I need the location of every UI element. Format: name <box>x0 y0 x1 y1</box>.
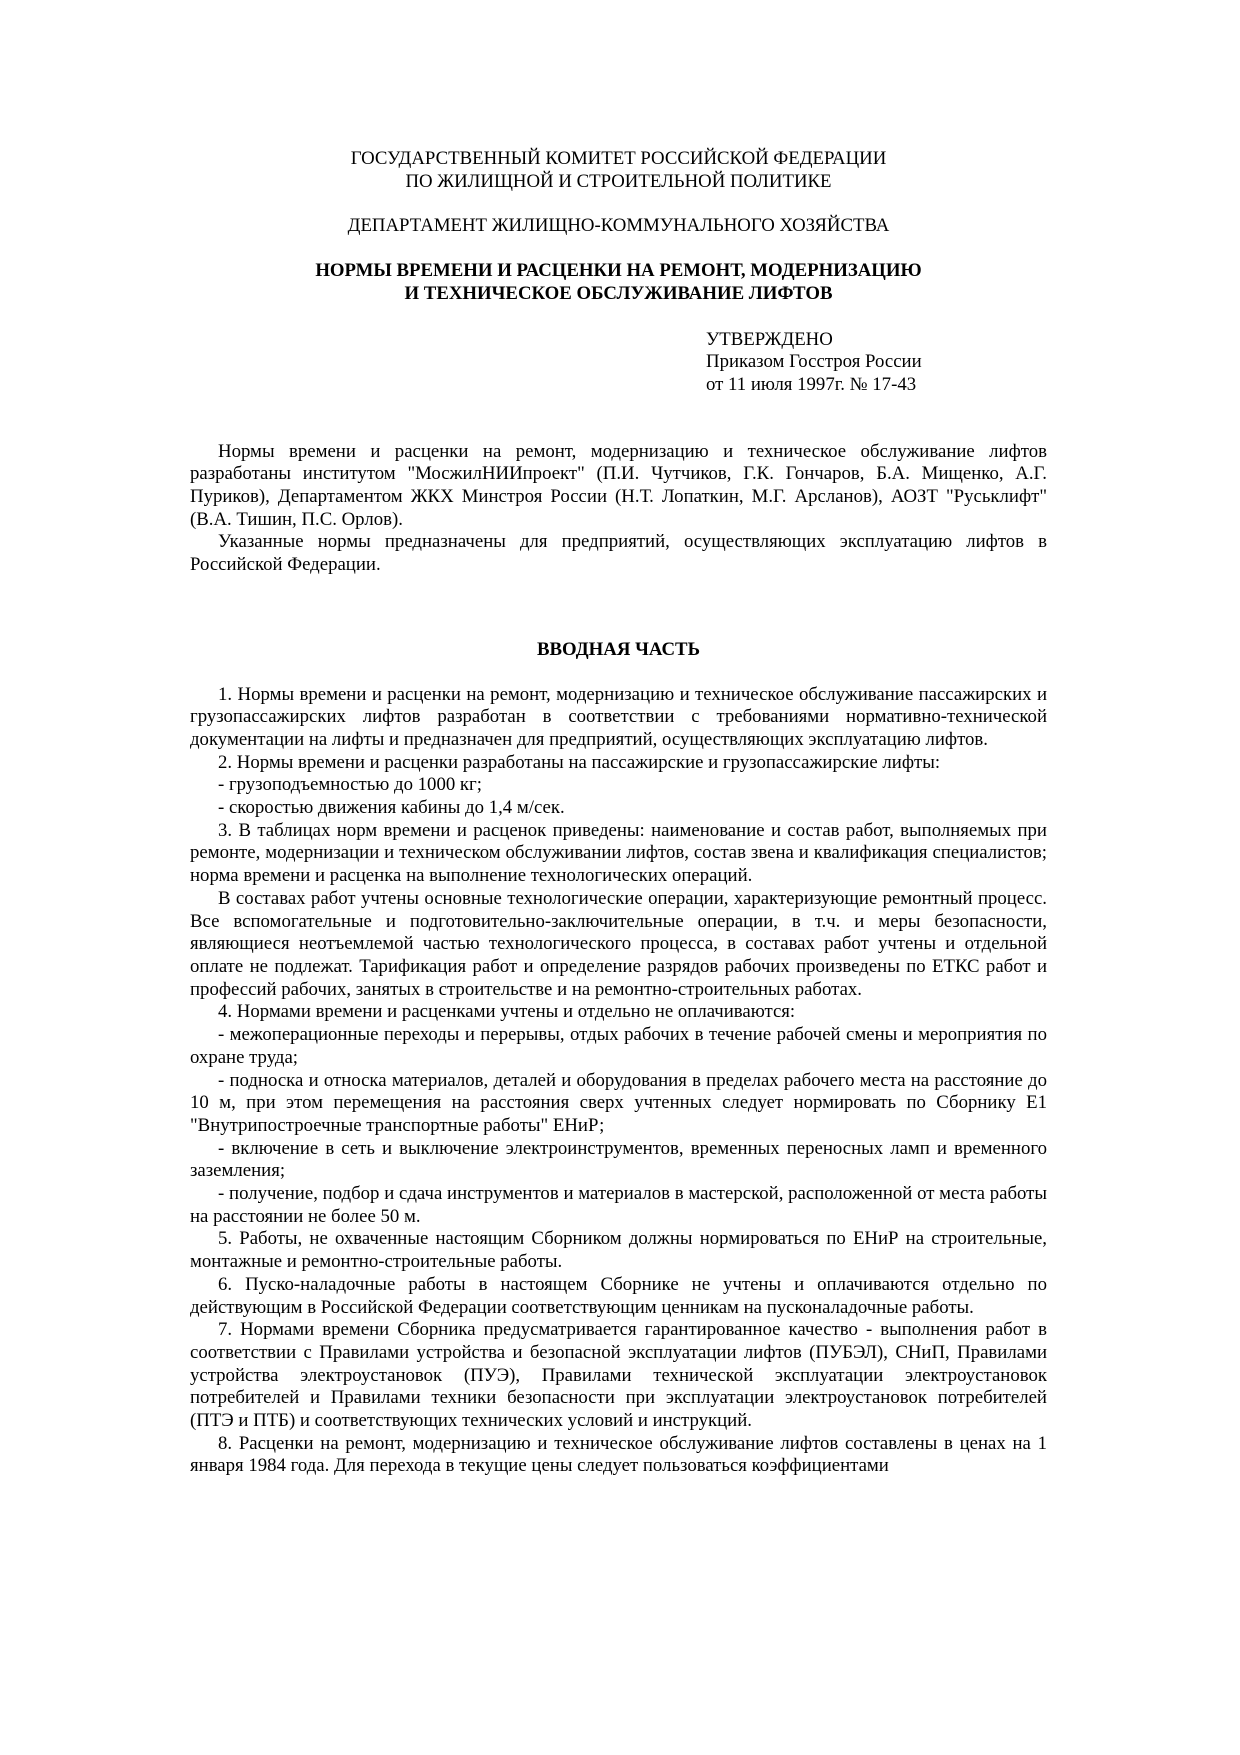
section-paragraph: 3. В таблицах норм времени и расценок приведены: наименование и состав работ, выполняемых при ремонте, модернизации и техническом обслуживании лифтов, состав звена и квалификация специалистов; норма времени и расценка на выполнение технологических операций. <box>190 819 1047 887</box>
department-heading: ДЕПАРТАМЕНТ ЖИЛИЩНО-КОММУНАЛЬНОГО ХОЗЯЙСТВА <box>347 215 890 237</box>
intro-paragraph-2: Указанные нормы предназначены для предприятий, осуществляющих эксплуатацию лифтов в Российской Федерации. <box>190 531 1047 576</box>
document-title <box>190 260 1047 305</box>
committee-line-2: ПО ЖИЛИЩНОЙ И СТРОИТЕЛЬНОЙ ПОЛИТИКЕ <box>405 170 832 192</box>
section-paragraph: - подноска и относка материалов, деталей и оборудования в пределах рабочего места на расстояние до 10 м, при этом перемещения на расстояния сверх учтенных следует нормировать по Сборнику Е1 "Внутрипостроечные транспортные работы" ЕНиР; <box>190 1069 1047 1136</box>
section-paragraph: 7. Нормами времени Сборника предусматривается гарантированное качество - выполнения работ в соответствии с Правилами устройства и безопасной эксплуатации лифтов (ПУБЭЛ), СНиП, Правилами устройства электроустановок (ПУЭ), Правилами технической эксплуатации электроустановок потребителей и Правилами техники безопасности при эксплуатации электроустановок потребителей (ПТЭ и ПТБ) и соответствующих технических условий и инструкций. <box>190 1319 1047 1432</box>
committee-line-1: ГОСУДАРСТВЕННЫЙ КОМИТЕТ РОССИЙСКОЙ ФЕДЕРАЦИИ <box>350 148 887 169</box>
document-page <box>190 148 1047 1478</box>
section-paragraph: 4. Нормами времени и расценками учтены и отдельно не оплачиваются: <box>218 1001 796 1023</box>
section-paragraph: 5. Работы, не охваченные настоящим Сборником должны нормироваться по ЕНиР на строительные, монтажные и ремонтно-строительные работы. <box>190 1228 1047 1273</box>
section-paragraph: 8. Расценки на ремонт, модернизацию и техническое обслуживание лифтов составлены в ценах на 1 января 1984 года. Для перехода в текущие цены следует пользоваться коэффициентами <box>190 1432 1047 1477</box>
section-paragraph: - межоперационные переходы и перерывы, отдых рабочих в течение рабочей смены и мероприятия по охране труда; <box>190 1024 1047 1068</box>
section-title: ВВОДНАЯ ЧАСТЬ <box>537 638 700 660</box>
approval-block <box>706 329 1047 397</box>
section-paragraph: В составах работ учтены основные технологические операции, характеризующие ремонтный процесс. Все вспомогательные и подготовительно-заключительные операции, в т.ч. и меры безопасности, являющиеся неотъемлемой частью технологического процесса, в составах работ учтены и отдельной оплате не подлежат. Тарификация работ и определение разрядов рабочих произведены по ЕТКС работ и профессий рабочих, занятых в строительстве и на ремонтно-строительных работах. <box>190 887 1047 1000</box>
section-paragraph: - включение в сеть и выключение электроинструментов, временных переносных ламп и временного заземления; <box>190 1137 1047 1182</box>
approval-line-3: от 11 июля 1997г. № 17-43 <box>706 373 917 395</box>
intro-paragraph-1: Нормы времени и расценки на ремонт, модернизацию и техническое обслуживание лифтов разработаны институтом "МосжилНИИпроект" (П.И. Чутчиков, Г.К. Гончаров, Б.А. Мищенко, А.Г. Пуриков), Департаментом ЖКХ Минстроя России (Н.Т. Лопаткин, М.Г. Арсланов), АОЗТ "Руськлифт" (В.А. Тишин, П.С. Орлов). <box>190 440 1047 530</box>
section-paragraph: 6. Пуско-наладочные работы в настоящем Сборнике не учтены и оплачиваются отдельно по действующим в Российской Федерации соответствующим ценникам на пусконаладочные работы. <box>190 1273 1047 1318</box>
section-paragraph: - скоростью движения кабины до 1,4 м/сек. <box>218 797 565 819</box>
section-paragraph: 1. Нормы времени и расценки на ремонт, модернизацию и техническое обслуживание пассажирских и грузопассажирских лифтов разработан в соответствии с требованиями нормативно-технической документации на лифты и предназначен для предприятий, осуществляющих эксплуатацию лифтов. <box>190 683 1047 750</box>
document-title-line-2: И ТЕХНИЧЕСКОЕ ОБСЛУЖИВАНИЕ ЛИФТОВ <box>404 282 833 304</box>
section-paragraph: - грузоподъемностью до 1000 кг; <box>218 774 482 796</box>
document-title-line-1: НОРМЫ ВРЕМЕНИ И РАСЦЕНКИ НА РЕМОНТ, МОДЕРНИЗАЦИЮ <box>315 260 922 282</box>
committee-heading <box>190 148 1047 193</box>
section-body <box>190 684 1047 1479</box>
section-paragraph: 2. Нормы времени и расценки разработаны на пассажирские и грузопассажирские лифты: <box>218 751 941 773</box>
section-paragraph: - получение, подбор и сдача инструментов и материалов в мастерской, расположенной от места работы на расстоянии не более 50 м. <box>190 1183 1047 1227</box>
approval-line-1: УТВЕРЖДЕНО <box>706 328 833 350</box>
approval-line-2: Приказом Госстроя России <box>706 351 922 373</box>
